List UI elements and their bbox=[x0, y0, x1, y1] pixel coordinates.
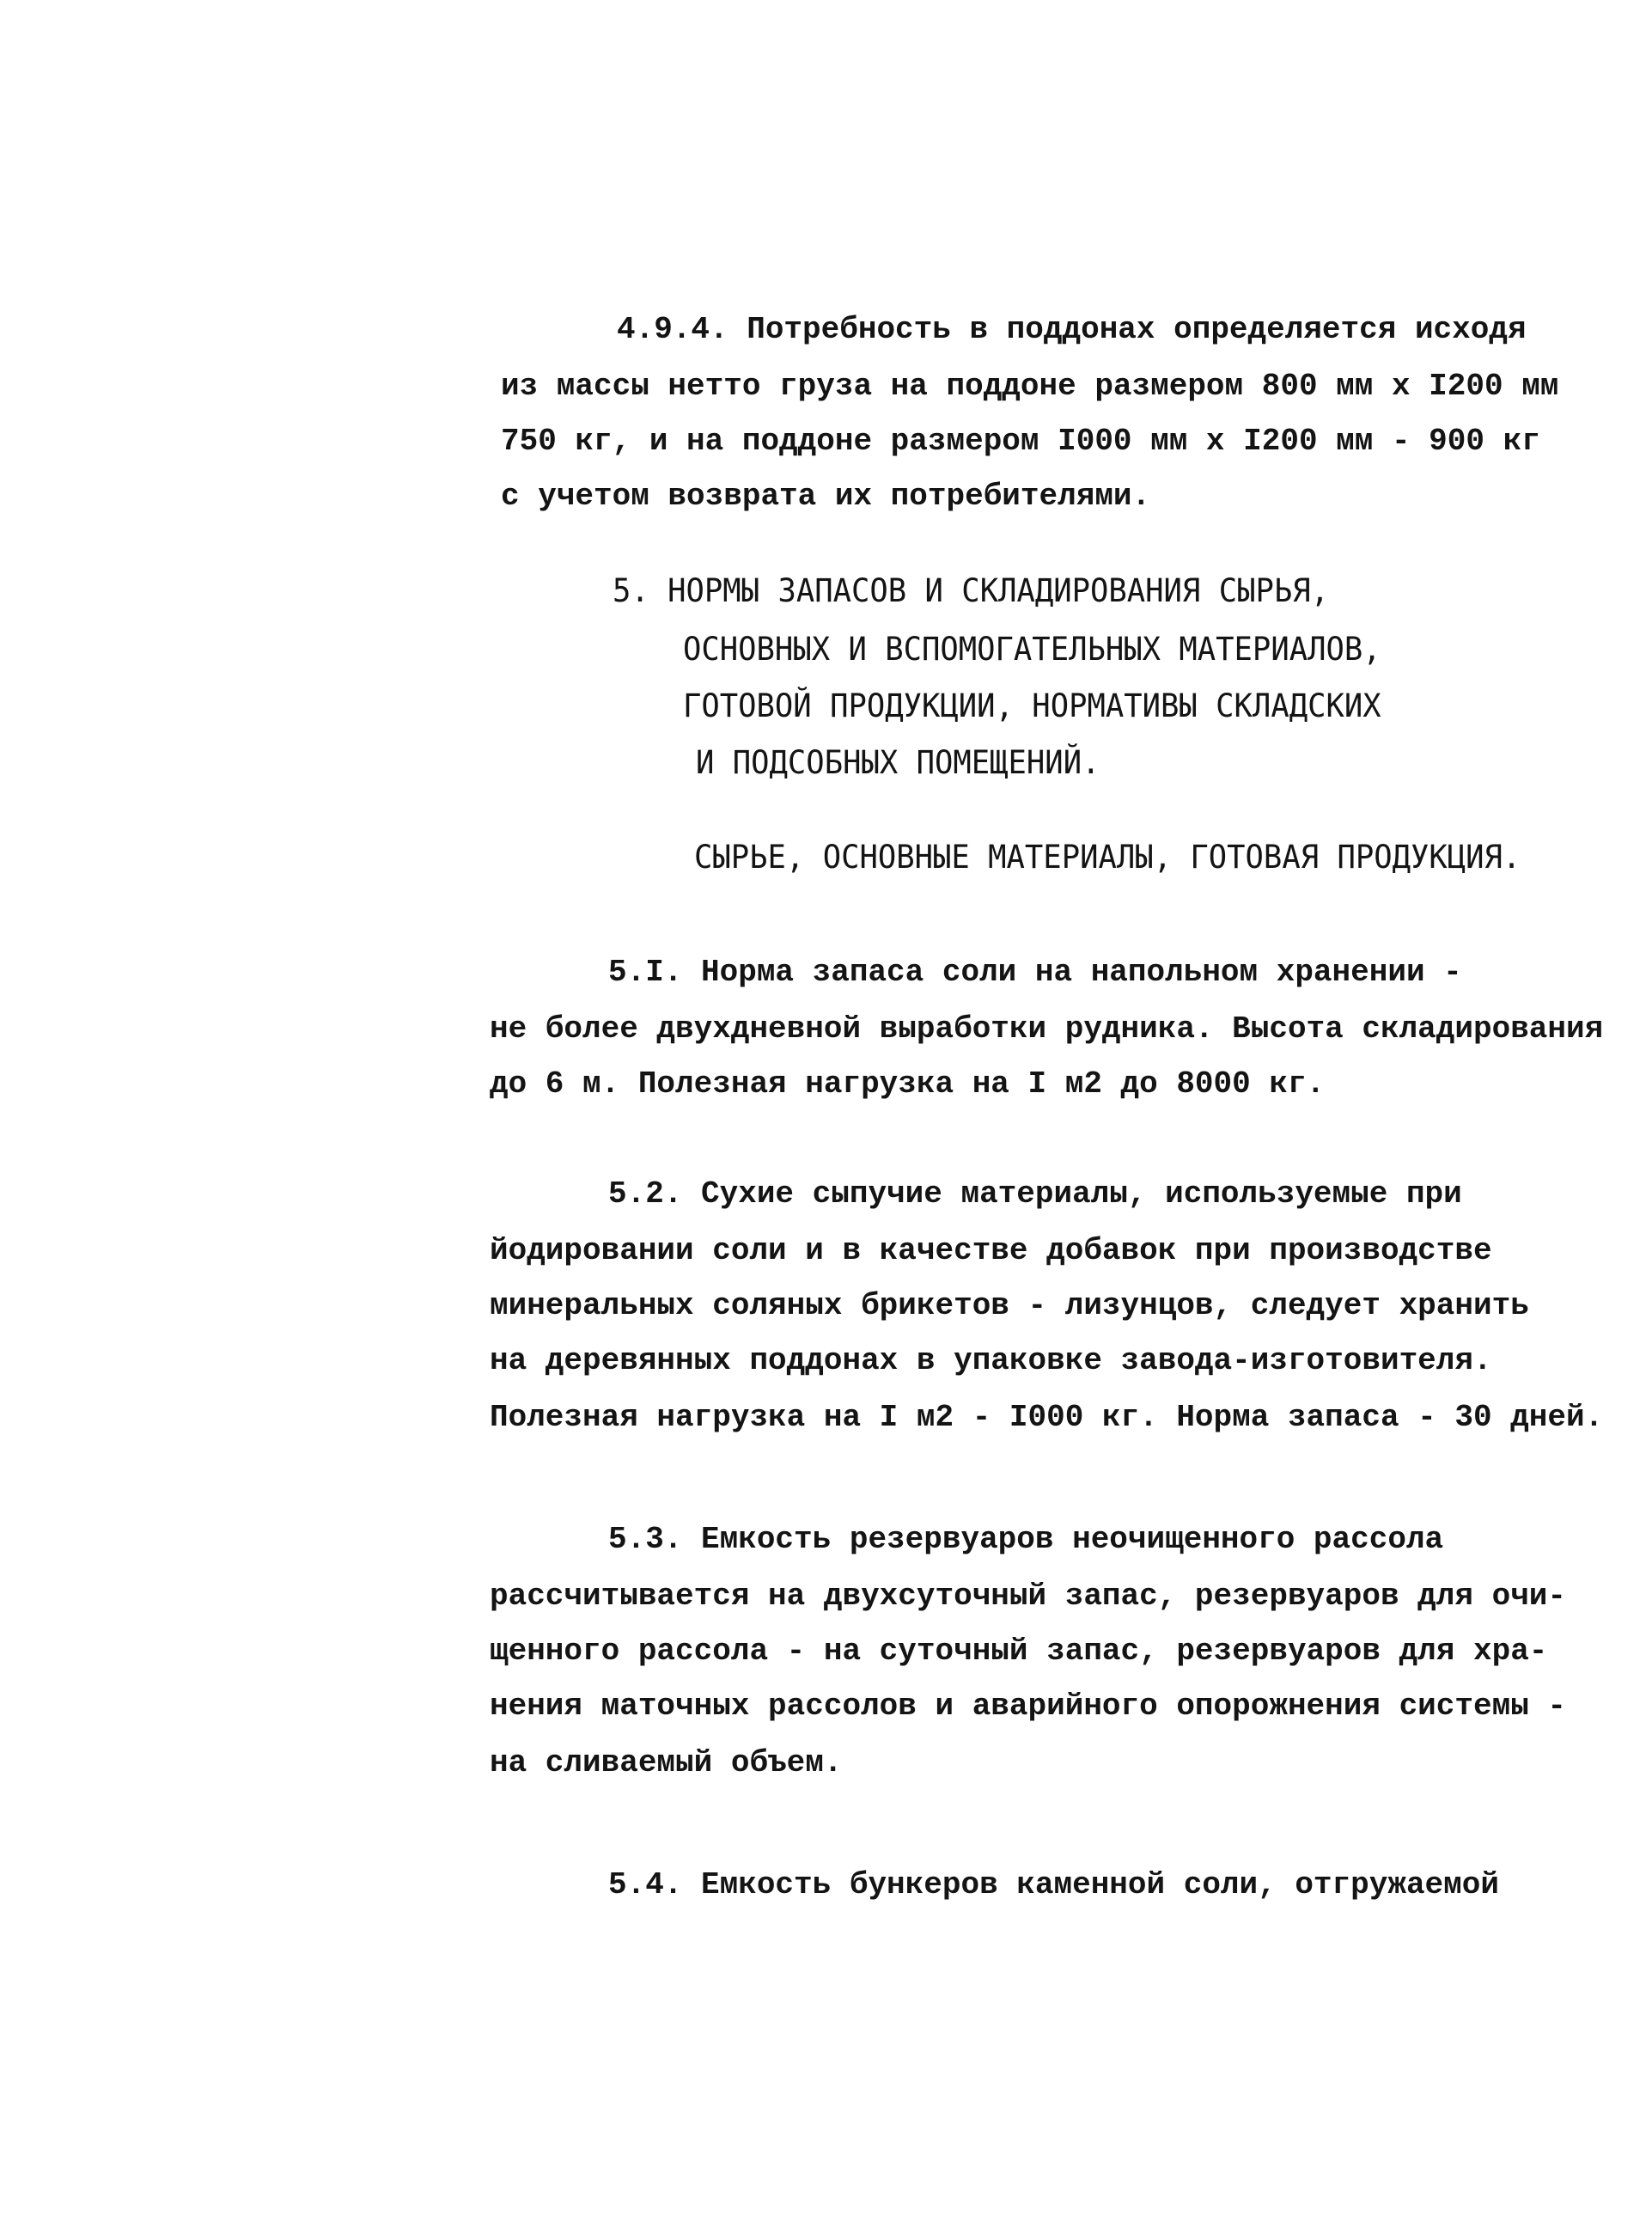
paragraph-line: с учетом возврата их потребителями. bbox=[501, 479, 1151, 514]
heading-line: И ПОДСОБНЫХ ПОМЕЩЕНИЙ. bbox=[696, 744, 1100, 781]
paragraph-line: йодировании соли и в качестве добавок при производстве bbox=[490, 1233, 1492, 1268]
paragraph-line: не более двухдневной выработки рудника. Высота складирования bbox=[490, 1011, 1604, 1047]
paragraph-line: на сливаемый объем. bbox=[490, 1745, 843, 1780]
heading-line: ОСНОВНЫХ И ВСПОМОГАТЕЛЬНЫХ МАТЕРИАЛОВ, bbox=[683, 631, 1381, 668]
paragraph-line: щенного рассола - на суточный запас, резервуаров для хра- bbox=[490, 1634, 1548, 1669]
paragraph-line: 5.2. Сухие сыпучие материалы, используемые при bbox=[608, 1176, 1462, 1212]
paragraph-line: нения маточных рассолов и аварийного опорожнения системы - bbox=[490, 1688, 1567, 1724]
paragraph-line: 5.4. Емкость бункеров каменной соли, отгружаемой bbox=[608, 1867, 1499, 1902]
heading-line: ГОТОВОЙ ПРОДУКЦИИ, НОРМАТИВЫ СКЛАДСКИХ bbox=[683, 687, 1381, 724]
paragraph-line: минеральных соляных брикетов - лизунцов, следует хранить bbox=[490, 1288, 1529, 1323]
paragraph-line: на деревянных поддонах в упаковке завода-изготовителя. bbox=[490, 1343, 1492, 1378]
paragraph-line: 750 кг, и на поддоне размером I000 мм х I200 мм - 900 кг bbox=[501, 424, 1540, 459]
paragraph-line: Полезная нагрузка на I м2 - I000 кг. Норма запаса - 30 дней. bbox=[490, 1400, 1604, 1435]
subheading: СЫРЬЕ, ОСНОВНЫЕ МАТЕРИАЛЫ, ГОТОВАЯ ПРОДУКЦИЯ. bbox=[694, 839, 1521, 876]
paragraph-line: из массы нетто груза на поддоне размером 800 мм х I200 мм bbox=[501, 369, 1559, 404]
paragraph-line: 5.3. Емкость резервуаров неочищенного рассола bbox=[608, 1522, 1444, 1557]
heading-line: 5. НОРМЫ ЗАПАСОВ И СКЛАДИРОВАНИЯ СЫРЬЯ, bbox=[613, 572, 1330, 609]
paragraph-line: до 6 м. Полезная нагрузка на I м2 до 8000 кг. bbox=[490, 1066, 1326, 1102]
paragraph-line: рассчитывается на двухсуточный запас, резервуаров для очи- bbox=[490, 1579, 1567, 1614]
paragraph-line: 5.I. Норма запаса соли на напольном хранении - bbox=[608, 955, 1462, 990]
paragraph-line: 4.9.4. Потребность в поддонах определяется исходя bbox=[617, 312, 1527, 347]
